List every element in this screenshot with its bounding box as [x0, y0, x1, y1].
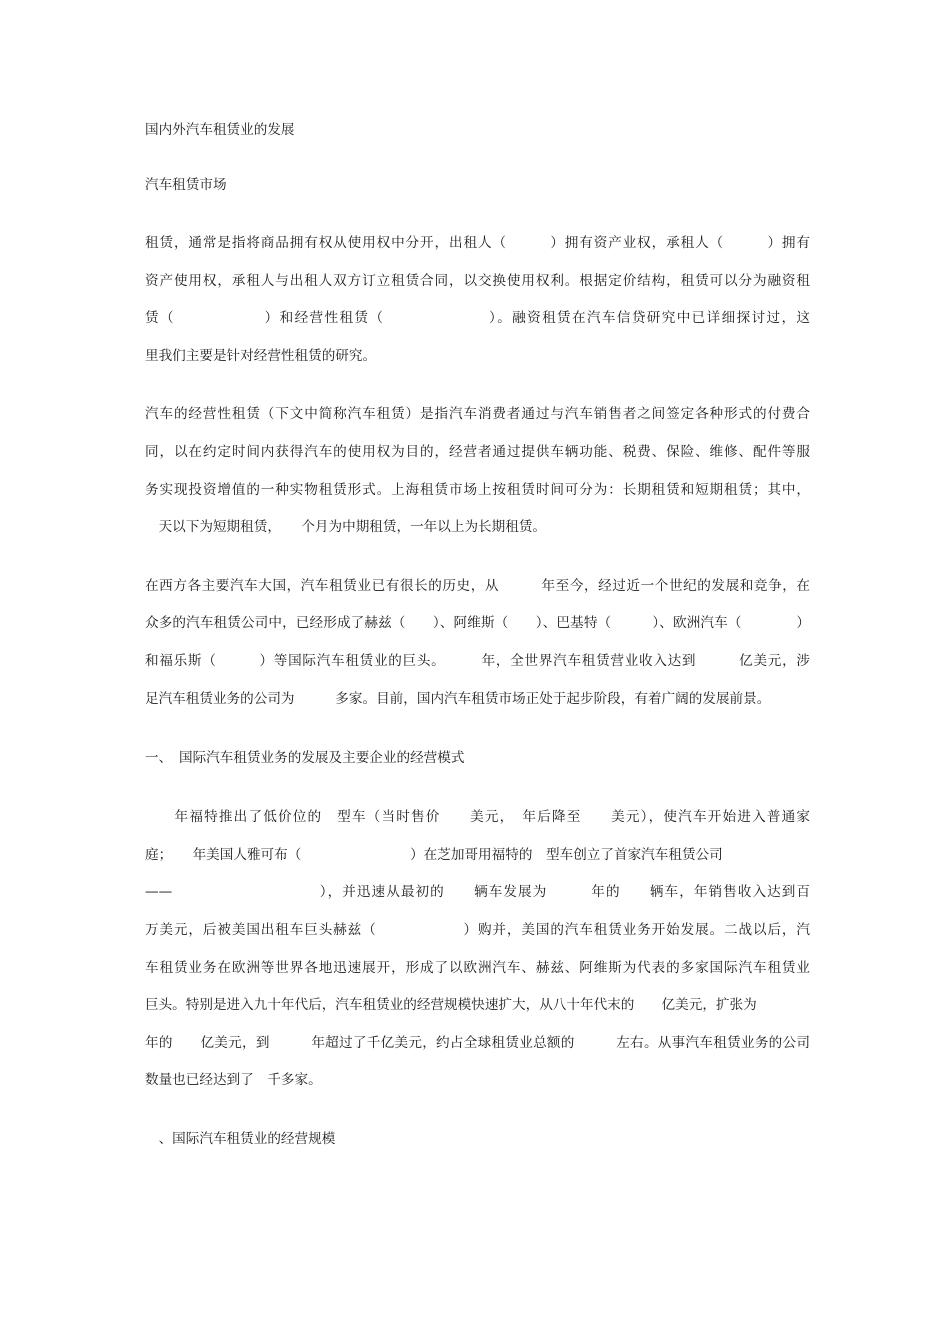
paragraph-line: 和福乐斯（ ）等国际汽车租赁业的巨头。 年，全世界汽车租赁营业收入达到 亿美元，涉 [145, 653, 810, 669]
paragraph-line: 众多的汽车租赁公司中，已经形成了赫兹（ ）、阿维斯（ ）、巴基特（ ）、欧洲汽车（ ） [145, 615, 810, 631]
paragraph-line: 同，以在约定时间内获得汽车的使用权为目的，经营者通过提供车辆功能、税费、保险、维修、配件等服 [145, 444, 810, 460]
paragraph-line: 在西方各主要汽车大国，汽车租赁业已有很长的历史，从 年至今，经过近一个世纪的发展和竞争，在 [145, 578, 810, 594]
paragraph-line: 庭； 年美国人雅可布（ ）在芝加哥用福特的 型车创立了首家汽车租赁公司 [145, 847, 723, 863]
paragraph-line: 巨头。特别是进入九十年代后，汽车租赁业的经营规模快速扩大，从八十年代末的 亿美元，扩张为 [145, 997, 757, 1013]
paragraph-line: 租赁，通常是指将商品拥有权从使用权中分开，出租人（ ）拥有资产业权，承租人（ ）拥有 [145, 235, 810, 251]
paragraph-line: 里我们主要是针对经营性租赁的研究。 [145, 348, 377, 364]
section-heading: 、国际汽车租赁业的经营规模 [145, 1131, 336, 1147]
paragraph-line: 万美元，后被美国出租车巨头赫兹（ ）购并，美国的汽车租赁业务开始发展。二战以后，汽 [145, 922, 810, 938]
paragraph-line: —— ），并迅速从最初的 辆车发展为 年的 辆车，年销售收入达到百 [145, 884, 810, 900]
paragraph-line: 年的 亿美元，到 年超过了千亿美元，约占全球租赁业总额的 左右。从事汽车租赁业务的公司 [145, 1035, 810, 1051]
paragraph-line: 汽车的经营性租赁（下文中简称汽车租赁）是指汽车消费者通过与汽车销售者之间签定各种形式的付费合 [145, 406, 810, 422]
paragraph-line: 资产使用权，承租人与出租人双方订立租赁合同，以交换使用权利。根据定价结构，租赁可以分为融资租 [145, 273, 810, 289]
paragraph-line: 务实现投资增值的一种实物租赁形式。上海租赁市场上按租赁时间可分为：长期租赁和短期租赁；其中， [145, 482, 810, 498]
paragraph-line: 天以下为短期租赁， 个月为中期租赁，一年以上为长期租赁。 [145, 519, 547, 535]
paragraph-line: 数量也已经达到了 千多家。 [145, 1072, 322, 1088]
paragraph-line: 足汽车租赁业务的公司为 多家。目前，国内汽车租赁市场正处于起步阶段，有着广阔的发展前景。 [145, 691, 771, 707]
section-title: 汽车租赁市场 [145, 177, 227, 193]
paragraph-line: 年福特推出了低价位的 型车（当时售价 美元， 年后降至 美元），使汽车开始进入普通家 [145, 809, 810, 825]
section-heading: 一、 国际汽车租赁业务的发展及主要企业的经营模式 [145, 750, 465, 766]
paragraph-line: 车租赁业务在欧洲等世界各地迅速展开，形成了以欧洲汽车、赫兹、阿维斯为代表的多家国际汽车租赁业 [145, 960, 810, 976]
paragraph-line: 赁（ ）和经营性租赁（ ）。融资租赁在汽车信贷研究中已详细探讨过，这 [145, 310, 810, 326]
document-title: 国内外汽车租赁业的发展 [145, 122, 295, 138]
